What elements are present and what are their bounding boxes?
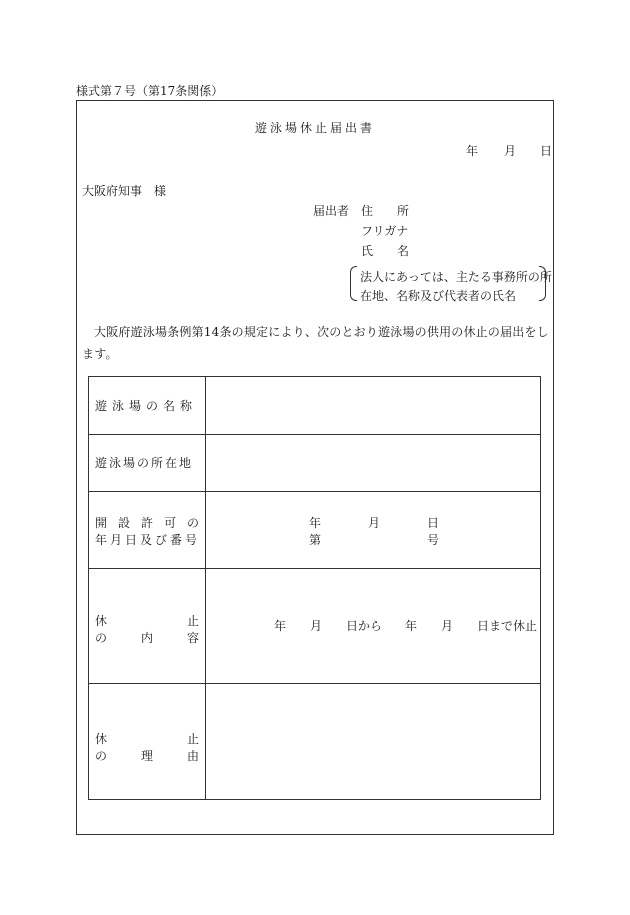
facility-name-label: 遊泳場の名称 [95, 399, 198, 413]
reason-label-row1 [95, 733, 199, 745]
document-title: 遊泳場休止届出書 [255, 121, 376, 135]
corporate-note [350, 265, 552, 303]
permit-label-line1: 開設許可の [95, 516, 211, 530]
period-to-month: 月 [441, 619, 454, 633]
period-to-day: 日まで休止 [477, 619, 538, 633]
period-from-month: 月 [310, 619, 323, 633]
suspension-label-char: 内 [140, 631, 153, 645]
reason-label-char: 理 [140, 749, 153, 763]
permit-number-suffix: 号 [427, 533, 440, 547]
submitter-address-label: 住 所 [361, 204, 410, 218]
suspension-label-char: 休 [95, 614, 108, 628]
date-month-label: 月 [504, 144, 517, 158]
body-text: 大阪府遊泳場条例第14条の規定により、次のとおり遊泳場の供用の休止の届出をします。 [82, 325, 549, 361]
permit-number-prefix: 第 [309, 533, 322, 547]
reason-label-char: 止 [186, 732, 199, 746]
submitter-name-label: 氏 名 [361, 244, 410, 258]
table-row-facility-location [89, 434, 540, 492]
corporate-note-line2: 在地、名称及び代表者の氏名 [360, 289, 517, 303]
submitter-label: 届出者 [313, 204, 350, 218]
detail-table [88, 376, 541, 800]
permit-month-label: 月 [368, 516, 381, 530]
suspension-label-char: 止 [186, 614, 199, 628]
reason-label-char: 由 [186, 749, 199, 763]
suspension-label-char: 容 [186, 631, 199, 645]
permit-year-label: 年 [309, 516, 322, 530]
corporate-note-line1: 法人にあっては、主たる事務所の所 [360, 270, 552, 284]
reason-label-char: 休 [95, 732, 108, 746]
submitter-furigana-label: フリガナ [361, 224, 409, 238]
period-to-year: 年 [405, 619, 418, 633]
bracket-left [350, 266, 357, 301]
period-from-day: 日から [346, 619, 383, 633]
suspension-label-row2 [95, 632, 199, 644]
table-row-suspension-reason [89, 683, 540, 800]
permit-day-label: 日 [427, 516, 440, 530]
table-row-facility-name [89, 377, 540, 435]
suspension-label-row1 [95, 615, 199, 627]
table-row-permit [89, 491, 540, 569]
reason-label-row2 [95, 750, 199, 762]
table-row-suspension-details [89, 568, 540, 684]
suspension-label-char: の [95, 631, 108, 645]
permit-label-line2: 年月日及び番号 [95, 533, 201, 547]
date-day-label: 日 [540, 144, 553, 158]
form-number: 様式第７号（第17条関係） [76, 84, 224, 98]
date-year-label: 年 [466, 144, 479, 158]
reason-label-char: の [95, 749, 108, 763]
period-from-year: 年 [274, 619, 287, 633]
facility-location-label: 遊泳場の所在地 [95, 456, 194, 470]
addressee: 大阪府知事 様 [82, 184, 167, 198]
